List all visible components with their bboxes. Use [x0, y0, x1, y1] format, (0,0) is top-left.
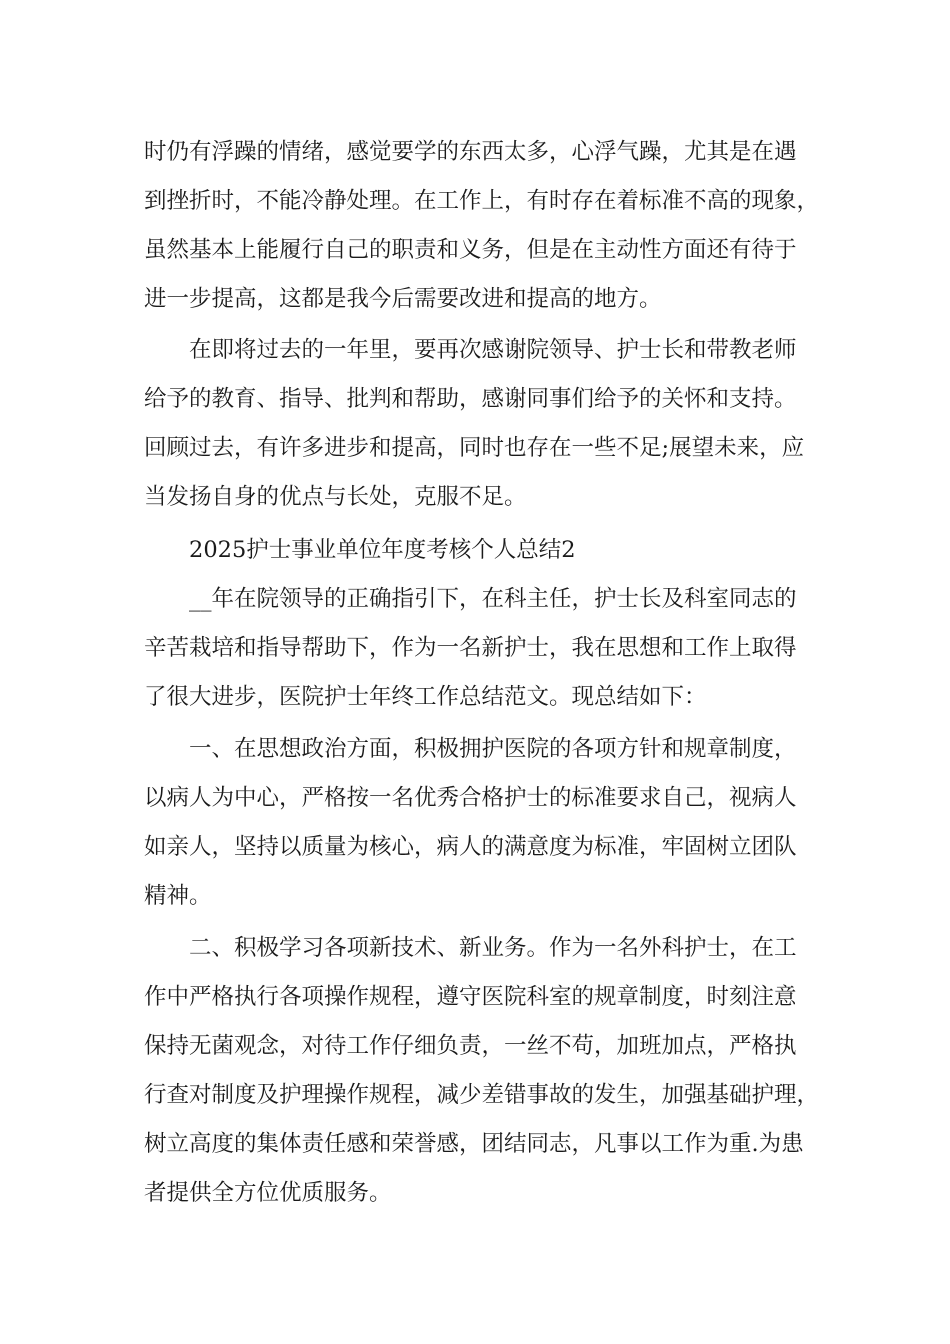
- text-line: 回顾过去，有许多进步和提高，同时也存在一些不足;展望未来，应: [144, 435, 805, 461]
- text-line: 保持无菌观念，对待工作仔细负责，一丝不苟，加班加点，严格执: [144, 1033, 797, 1059]
- text-line: 者提供全方位优质服务。: [144, 1180, 392, 1206]
- text-line: 如亲人，坚持以质量为核心，病人的满意度为标准，牢固树立团队: [144, 834, 797, 860]
- text-line: 时仍有浮躁的情绪，感觉要学的东西太多，心浮气躁，尤其是在遇: [144, 139, 797, 165]
- text-line: 在即将过去的一年里，要再次感谢院领导、护士长和带教老师: [189, 337, 797, 363]
- text-line: __年在院领导的正确指引下，在科主任，护士长及科室同志的: [189, 586, 797, 612]
- text-line: 作中严格执行各项操作规程，遵守医院科室的规章制度，时刻注意: [144, 984, 797, 1010]
- text-line: 当发扬自身的优点与长处，克服不足。: [144, 484, 527, 510]
- text-line: 一、在思想政治方面，积极拥护医院的各项方针和规章制度，: [189, 736, 797, 762]
- section-heading: 2025护士事业单位年度考核个人总结2: [189, 537, 576, 563]
- text-line: 精神。: [144, 883, 212, 909]
- text-line: 了很大进步，医院护士年终工作总结范文。现总结如下：: [144, 684, 707, 710]
- text-line: 行查对制度及护理操作规程，减少差错事故的发生，加强基础护理，: [144, 1082, 820, 1108]
- text-line: 虽然基本上能履行自己的职责和义务，但是在主动性方面还有待于: [144, 237, 797, 263]
- text-line: 以病人为中心，严格按一名优秀合格护士的标准要求自己，视病人: [144, 785, 797, 811]
- text-line: 辛苦栽培和指导帮助下，作为一名新护士，我在思想和工作上取得: [144, 635, 797, 661]
- text-line: 到挫折时，不能冷静处理。在工作上，有时存在着标准不高的现象，: [144, 188, 820, 214]
- text-line: 二、积极学习各项新技术、新业务。作为一名外科护士，在工: [189, 935, 797, 961]
- text-line: 给予的教育、指导、批判和帮助，感谢同事们给予的关怀和支持。: [144, 386, 797, 412]
- text-line: 树立高度的集体责任感和荣誉感，团结同志，凡事以工作为重.为患: [144, 1131, 804, 1157]
- text-line: 进一步提高，这都是我今后需要改进和提高的地方。: [144, 286, 662, 312]
